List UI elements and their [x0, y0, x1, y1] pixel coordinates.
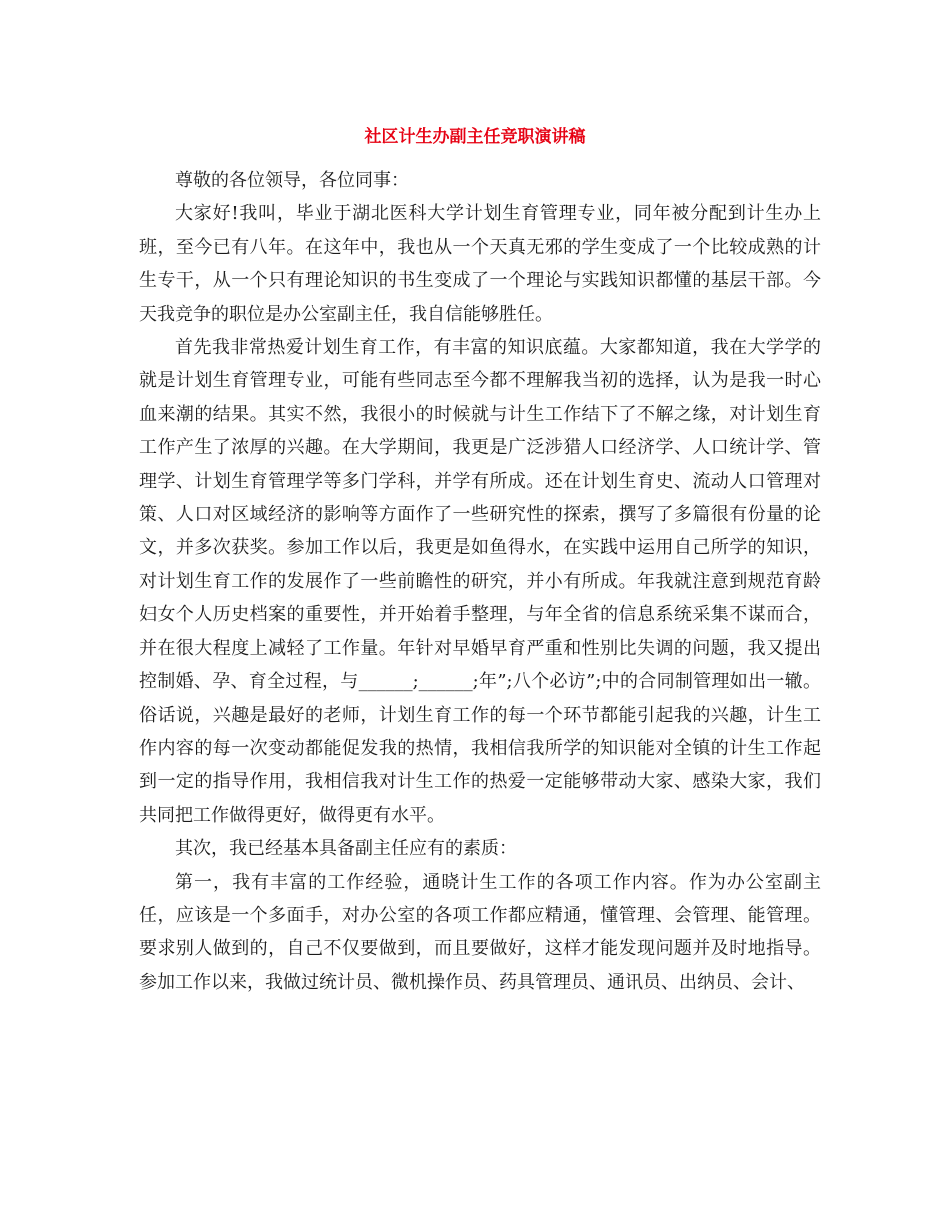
document-body: [139, 164, 821, 999]
introduction-paragraph: 大家好!我叫，毕业于湖北医科大学计划生育管理专业，同年被分配到计生办上班，至今已有八年。在这年中，我也从一个天真无邪的学生变成了一个比较成熟的计生专干，从一个只有理论知识的书生变成了一个理论与实践知识都懂的基层干部。今天我竞争的职位是办公室副主任，我自信能够胜任。: [139, 203, 821, 325]
experience-paragraph: 第一，我有丰富的工作经验，通晓计生工作的各项工作内容。作为办公室副主任，应该是一个多面手，对办公室的各项工作都应精通，懂管理、会管理、能管理。要求别人做到的，自己不仅要做到，而且要做好，这样才能发现问题并及时地指导。参加工作以来，我做过统计员、微机操作员、药具管理员、通讯员、出纳员、会计、: [139, 871, 821, 993]
document-title: 社区计生办副主任竞职演讲稿: [364, 127, 586, 147]
salutation-paragraph: 尊敬的各位领导，各位同事：: [175, 170, 409, 191]
passion-paragraph: 首先我非常热爱计划生育工作，有丰富的知识底蕴。大家都知道，我在大学学的就是计划生育管理专业，可能有些同志至今都不理解我当初的选择，认为是我一时心血来潮的结果。其实不然，我很小的时候就与计生工作结下了不解之缘，对计划生育工作产生了浓厚的兴趣。在大学期间，我更是广泛涉猎人口经济学、人口统计学、管理学、计划生育管理学等多门学科，并学有所成。还在计划生育史、流动人口管理对策、人口对区域经济的影响等方面作了一些研究性的探索，撰写了多篇很有份量的论文，并多次获奖。参加工作以后，我更是如鱼得水，在实践中运用自己所学的知识，对计划生育工作的发展作了一些前瞻性的研究，并小有所成。年我就注意到规范育龄妇女个人历史档案的重要性，并开始着手整理，与年全省的信息系统采集不谋而合，并在很大程度上减轻了工作量。年针对早婚早育严重和性别比失调的问题，我又提出控制婚、孕、育全过程，与______;______;年”;八个必访”;中的合同制管理如出一辙。俗话说，兴趣是最好的老师，计划生育工作的每一个环节都能引起我的兴趣，计生工作内容的每一次变动都能促发我的热情，我相信我所学的知识能对全镇的计生工作起到一定的指导作用，我相信我对计生工作的热爱一定能够带动大家、感染大家，我们共同把工作做得更好，做得更有水平。: [139, 337, 821, 826]
qualities-intro-paragraph: 其次，我已经基本具备副主任应有的素质：: [175, 838, 517, 860]
